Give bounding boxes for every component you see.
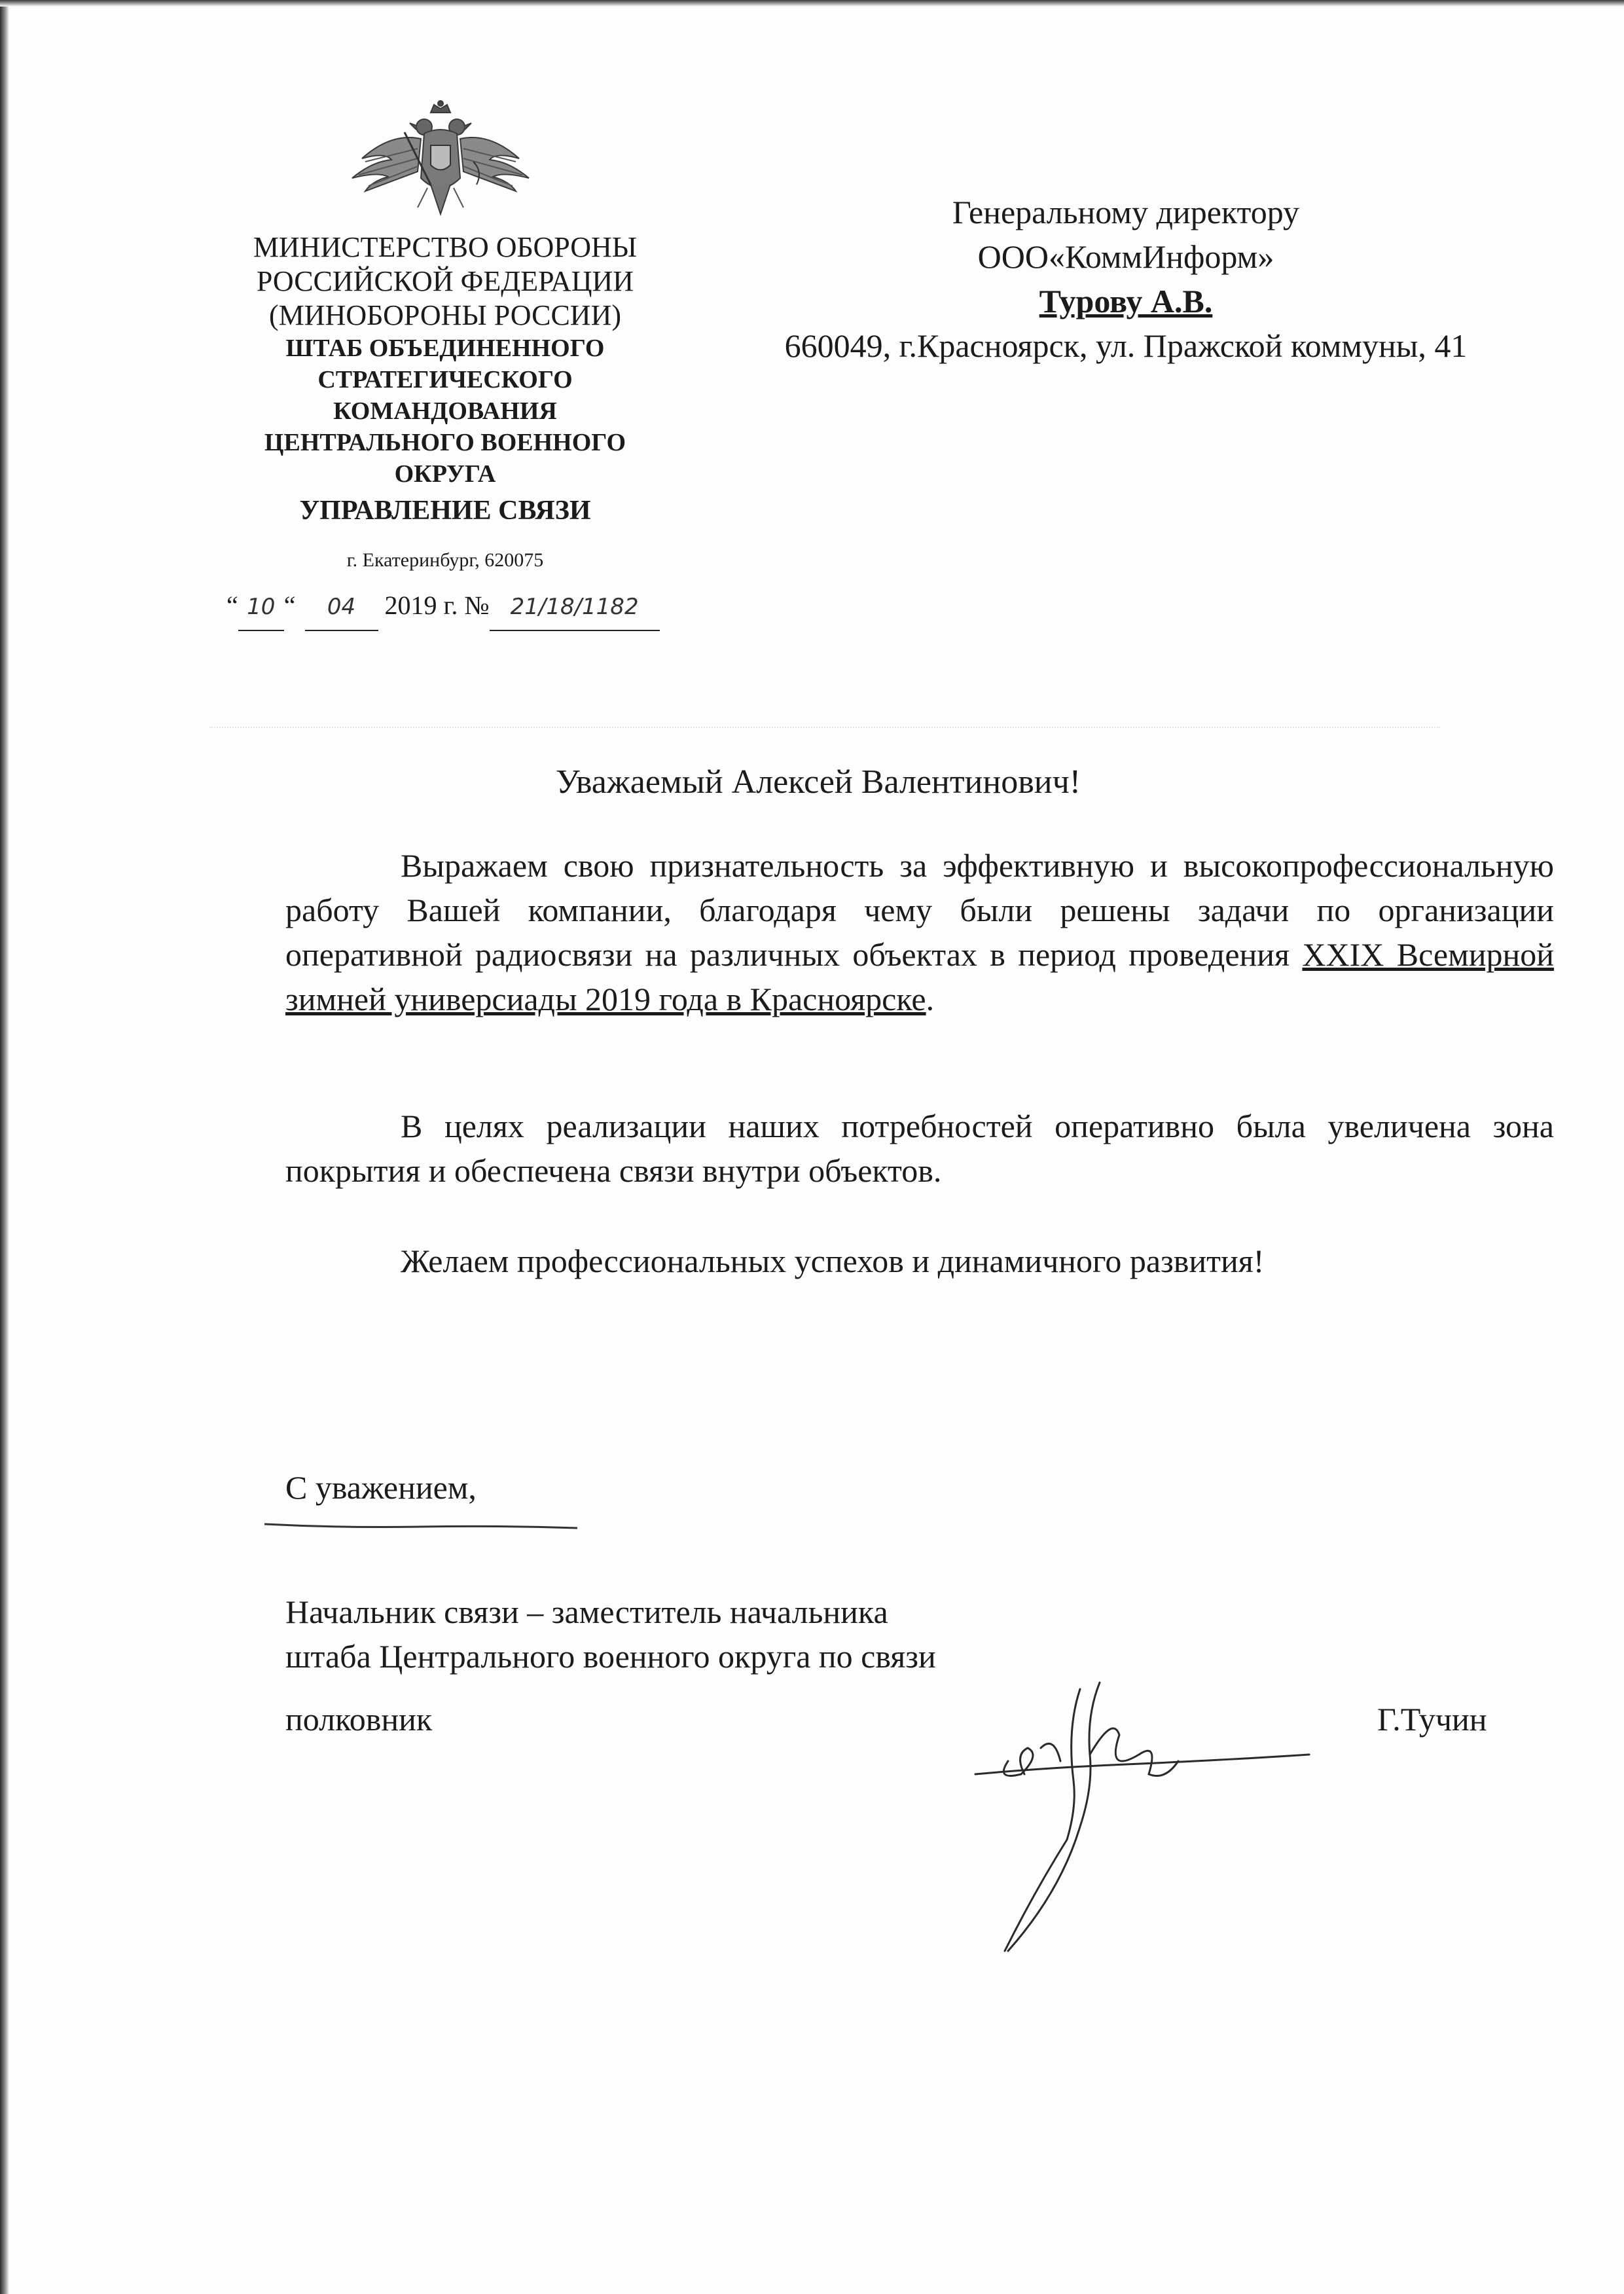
staff-line-2: СТРАТЕГИЧЕСКОГО — [317, 366, 573, 393]
date-year: 2019 — [384, 591, 437, 620]
paragraph-gratitude-end: . — [926, 981, 935, 1017]
signer-rank: полковник — [285, 1701, 433, 1738]
staff-line-5: ОКРУГА — [394, 460, 496, 488]
addressee-block — [694, 190, 1558, 368]
closing-regards: С уважением, — [285, 1469, 477, 1506]
handwritten-signature — [969, 1676, 1335, 1964]
sender-organization — [196, 230, 694, 574]
addressee-company: ООО«КоммИнформ» — [977, 238, 1274, 275]
pen-stroke-line — [263, 1520, 579, 1531]
signer-title-line-1: Начальник связи – заместитель начальника — [285, 1593, 888, 1630]
ministry-line-3: (МИНОБОРОНЫ РОССИИ) — [269, 299, 621, 331]
ministry-line-1: МИНИСТЕРСТВО ОБОРОНЫ — [253, 231, 638, 263]
date-open-quote: “ — [226, 591, 238, 620]
document-number: 21/18/1182 — [490, 584, 660, 631]
scan-edge-left — [0, 0, 9, 2294]
paragraph-gratitude-text: Выражаем свою признательность за эффективную и высокопрофессиональную работу Вашей компании, благодаря чему были решены задачи по организации оперативной радиосвязи на различных объектах в период проведения — [285, 847, 1554, 973]
addressee-name: Турову А.В. — [1039, 283, 1213, 319]
header-separator — [209, 727, 1440, 728]
signer-title-line-2: штаба Центрального военного округа по связи — [285, 1638, 936, 1675]
sender-city: г. Екатеринбург, 620075 — [346, 549, 544, 571]
signer-title — [285, 1590, 1071, 1679]
date-number-line — [226, 583, 724, 628]
addressee-address: 660049, г.Красноярск, ул. Пражской коммуны, 41 — [784, 327, 1468, 364]
paragraph-coverage: В целях реализации наших потребностей оперативно была увеличена зона покрытия и обеспечена связи внутри объектов. — [285, 1108, 1554, 1189]
staff-line-1: ШТАБ ОБЪЕДИНЕННОГО — [285, 335, 605, 362]
staff-line-3: КОМАНДОВАНИЯ — [333, 397, 557, 425]
paragraph-wishes: Желаем профессиональных успехов и динамичного развития! — [401, 1243, 1265, 1279]
signer-name: Г.Тучин — [1377, 1701, 1487, 1738]
double-headed-eagle-emblem-icon — [326, 100, 555, 230]
date-day: 10 — [238, 584, 284, 631]
ministry-line-2: РОССИЙСКОЙ ФЕДЕРАЦИИ — [256, 265, 634, 297]
greeting: Уважаемый Алексей Валентинович! — [555, 763, 1081, 801]
date-close-quote: “ — [283, 591, 296, 620]
date-month: 04 — [305, 584, 378, 631]
date-year-suffix: г. № — [443, 591, 490, 620]
staff-line-4: ЦЕНТРАЛЬНОГО ВОЕННОГО — [264, 429, 626, 456]
paragraph-gratitude — [285, 843, 1554, 1021]
scan-edge-top — [0, 0, 1624, 7]
department-name: УПРАВЛЕНИЕ СВЯЗИ — [299, 496, 591, 526]
event-name: XXIX Всемирной зимней универсиады 2019 года в Красноярске — [285, 936, 1555, 1017]
addressee-position: Генеральному директору — [952, 194, 1300, 230]
